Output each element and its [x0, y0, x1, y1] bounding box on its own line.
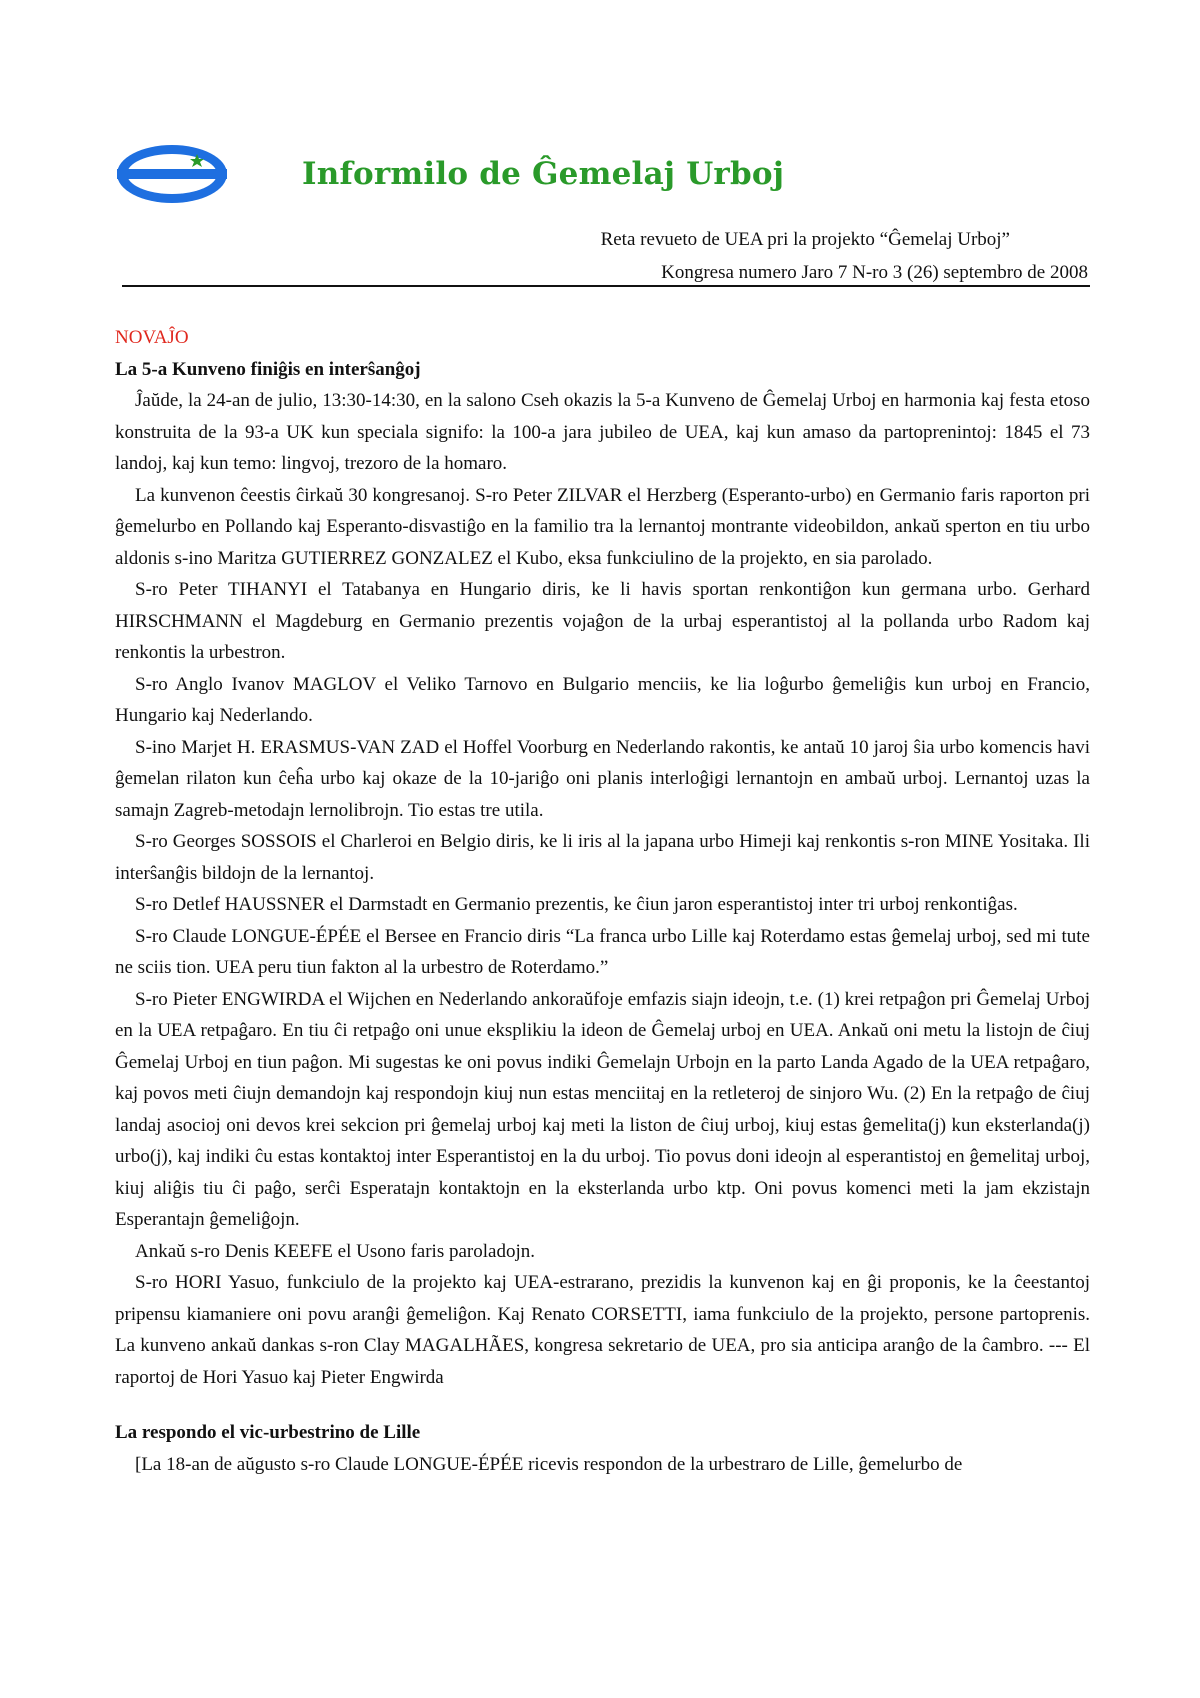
paragraph: La kunvenon ĉeestis ĉirkaŭ 30 kongresanoj. S-ro Peter ZILVAR el Herzberg (Esperanto-urbo) en Germanio faris raporton pri ĝemelurbo en Pollando kaj Esperanto-disvastiĝo en la familio tra la lernantoj montrante videobildon, ankaŭ sperton en tiu urbo aldonis s-ino Maritza GUTIERREZ GONZALEZ el Kubo, eksa funkciulino de la projekto, en sia parolado. — [115, 484, 1090, 569]
article-heading: La respondo el vic-urbestrino de Lille — [115, 1422, 421, 1443]
newsletter-subtitle: Reta revueto de UEA pri la projekto “Ĝemelaj Urboj” — [600, 229, 1010, 250]
uea-logo-icon — [113, 142, 231, 206]
section-label: NOVAĴO — [115, 327, 189, 348]
paragraph: S-ro Peter TIHANYI el Tatabanya en Hungario diris, ke li havis sportan renkontiĝon kun germana urbo. Gerhard HIRSCHMANN el Magdeburg en Germanio prezentis vojaĝon de la urbaj esperantistoj al la pollanda urbo Radom kaj renkontis la urbestron. — [115, 579, 1090, 663]
newsletter-title: Informilo de Ĝemelaj Urboj — [302, 156, 785, 192]
paragraph: S-ro Georges SOSSOIS el Charleroi en Belgio diris, ke li iris al la japana urbo Himeji kaj renkontis s-ron MINE Yositaka. Ili interŝanĝis bildojn de la lernantoj. — [115, 831, 1090, 884]
paragraph: S-ino Marjet H. ERASMUS-VAN ZAD el Hoffel Voorburg en Nederlando rakontis, ke antaŭ 10 jaroj ŝia urbo komencis havi ĝemelan rilaton kun ĉeĥa urbo kaj okaze de la 10-jariĝo oni planis interloĝigi lernantojn en ambaŭ urboj. Lernantoj uzas la samajn Zagreb-metodajn lernolibrojn. Tio estas tre utila. — [115, 736, 1090, 821]
issue-info: Kongresa numero Jaro 7 N-ro 3 (26) septembro de 2008 — [661, 262, 1088, 283]
paragraph: S-ro HORI Yasuo, funkciulo de la projekto kaj UEA-estrarano, prezidis la kunvenon kaj en ĝi proponis, ke la ĉeestantoj pripensu kiamaniere oni povu aranĝi ĝemeliĝon. Kaj Renato CORSETTI, iama funkciulo de la projekto, persone partoprenis. La kunveno ankaŭ dankas s-ron Clay MAGALHÃES, kongresa sekretario de UEA, pro sia anticipa aranĝo de la ĉambro. --- El raportoj de Hori Yasuo kaj Pieter Engwirda — [115, 1272, 1090, 1388]
header-divider — [122, 285, 1090, 287]
paragraph: S-ro Claude LONGUE-ÉPÉE el Bersee en Francio diris “La franca urbo Lille kaj Roterdamo estas ĝemelaj urboj, sed mi tute ne sciis tion. UEA peru tiun fakton al la urbestro de Roterdamo.” — [115, 925, 1090, 978]
paragraph: Ĵaŭde, la 24-an de julio, 13:30-14:30, en la salono Cseh okazis la 5-a Kunveno de Ĝemelaj Urboj en harmonia kaj festa etoso konstruita de la 93-a UK kun speciala signifo: la 100-a jara jubileo de UEA, kaj kun amaso da partoprenintoj: 1845 el 73 landoj, kaj kun temo: lingvoj, trezoro de la homaro. — [115, 390, 1090, 474]
article-body — [115, 322, 1090, 1480]
paragraph: Ankaŭ s-ro Denis KEEFE el Usono faris paroladojn. — [135, 1240, 535, 1262]
paragraph: S-ro Anglo Ivanov MAGLOV el Veliko Tarnovo en Bulgario menciis, ke lia loĝurbo ĝemeliĝis kun urboj en Francio, Hungario kaj Nederlando. — [115, 673, 1090, 726]
paragraph: S-ro Pieter ENGWIRDA el Wijchen en Nederlando ankoraŭfoje emfazis siajn ideojn, t.e. (1) krei retpaĝon pri Ĝemelaj Urboj en la UEA retpaĝaro. En tiu ĉi retpaĝo oni unue eksplikiu la ideon de Ĝemelaj urboj en UEA. Ankaŭ oni metu la listojn de ĉiuj Ĝemelaj Urboj en tiun paĝon. Mi sugestas ke oni povus indiki Ĝemelajn Urbojn en la parto Landa Agado de la UEA retpaĝaro, kaj povos meti ĉiujn demandojn kaj respondojn kiuj nun estas menciitaj en la retleteroj de sinjoro Wu. (2) En la retpaĝo de ĉiuj landaj asocioj oni devos krei sekcion pri ĝemelaj urboj kaj meti la liston de ĉiuj urboj, kiuj estas ĝemelita(j) kun eksterlanda(j) urbo(j), kaj indiki ĉu estas kontaktoj inter Esperantistoj en la du urboj. Tio povus doni ideojn al esperantistoj en ĝemelitaj urboj, kiuj aliĝis tiu ĉi paĝo, serĉi Esperatajn kontaktojn en la eksterlanda urbo ktp. Oni povus komenci meti la jam ekzistajn Esperantajn ĝemeliĝojn. — [115, 988, 1090, 1230]
article-heading: La 5-a Kunveno finiĝis en interŝanĝoj — [115, 358, 421, 380]
paragraph: S-ro Detlef HAUSSNER el Darmstadt en Germanio prezentis, ke ĉiun jaron esperantistoj inter tri urboj renkontiĝas. — [135, 894, 1018, 915]
paragraph: [La 18-an de aŭgusto s-ro Claude LONGUE-ÉPÉE ricevis respondon de la urbestraro de Lille, ĝemelurbo de — [135, 1453, 963, 1475]
